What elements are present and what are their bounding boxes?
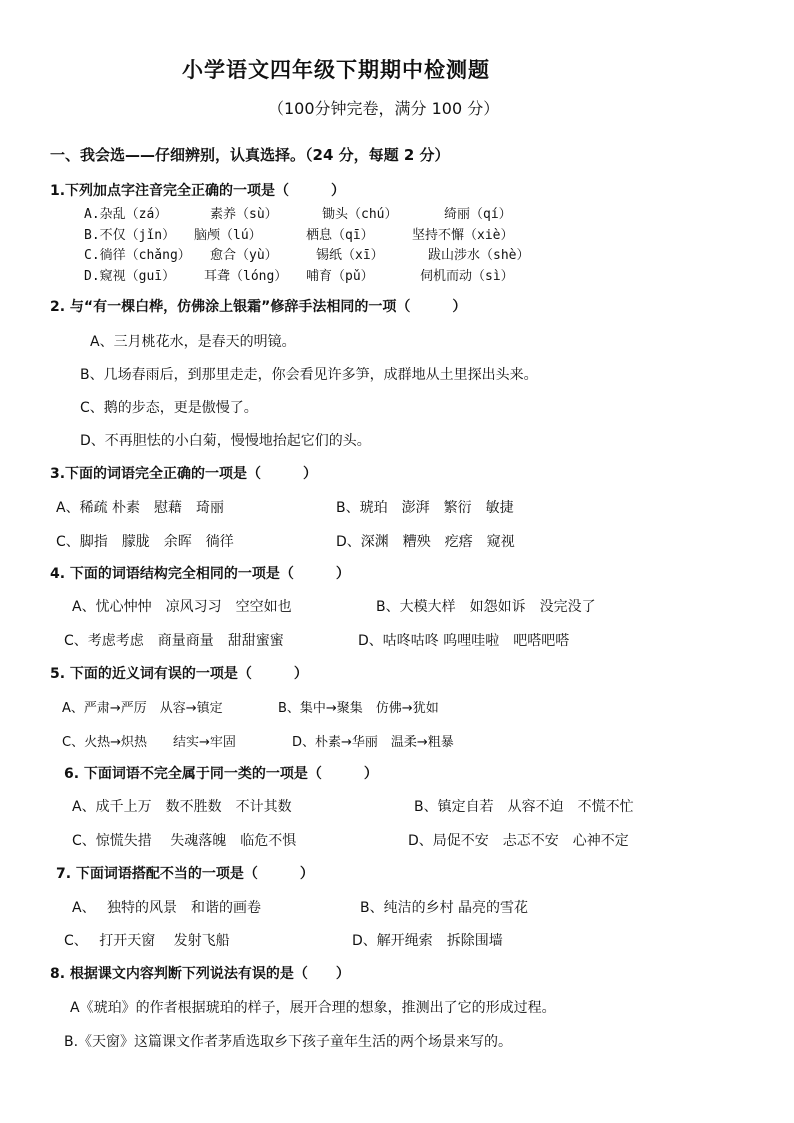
q5-option-b: B、集中→聚集 仿佛→犹如 (278, 701, 439, 716)
q5-option-a: A、严肃→严厉 从容→镇定 (62, 701, 223, 716)
q3-option-b: B、琥珀 澎湃 繁衍 敏捷 (336, 500, 514, 516)
q6-option-a: A、成千上万 数不胜数 不计其数 (72, 799, 292, 815)
question-8-stem: 8. 根据课文内容判断下列说法有误的是（ ） (50, 966, 350, 982)
q1-c-1: C.徜徉（chǎng） (84, 248, 191, 263)
q8-option-b: B.《天窗》这篇课文作者茅盾选取乡下孩子童年生活的两个场景来写的。 (64, 1034, 513, 1050)
question-6-stem: 6. 下面词语不完全属于同一类的一项是（ ） (64, 766, 378, 782)
question-3-stem: 3.下面的词语完全正确的一项是（ ） (50, 466, 318, 482)
q7-option-b: B、纯洁的乡村 晶亮的雪花 (360, 900, 529, 916)
page-title: 小学语文四年级下期期中检测题 (182, 58, 490, 82)
q8-option-a: A《琥珀》的作者根据琥珀的样子，展开合理的想象，推测出了它的形成过程。 (70, 1000, 556, 1016)
q6-option-b: B、镇定自若 从容不迫 不慌不忙 (414, 799, 634, 815)
section-heading: 一、我会选——仔细辨别，认真选择。（24 分，每题 2 分） (50, 146, 450, 164)
q1-a-2: 素养（sù） (210, 207, 278, 222)
q7-option-c: C、 打开天窗 发射飞船 (64, 933, 230, 949)
q1-c-4: 跋山涉水（shè） (428, 248, 530, 263)
q1-c-2: 愈合（yù） (210, 248, 278, 263)
question-4-stem: 4. 下面的词语结构完全相同的一项是（ ） (50, 566, 350, 582)
q1-b-3: 栖息（qī） (306, 228, 374, 243)
question-5-stem: 5. 下面的近义词有误的一项是（ ） (50, 666, 308, 682)
q2-option-d: D、不再胆怯的小白菊，慢慢地抬起它们的头。 (80, 433, 371, 449)
q5-option-c: C、火热→炽热 结实→牢固 (62, 735, 236, 750)
q4-option-c: C、考虑考虑 商量商量 甜甜蜜蜜 (64, 633, 284, 649)
q5-option-d: D、朴素→华丽 温柔→粗暴 (292, 735, 454, 750)
q6-option-c: C、惊慌失措 失魂落魄 临危不惧 (72, 833, 297, 849)
q2-option-a: A、三月桃花水，是春天的明镜。 (90, 334, 296, 350)
q1-b-4: 坚持不懈（xiè） (412, 228, 514, 243)
q1-b-2: 脑颅（lú） (194, 228, 262, 243)
q1-a-4: 绮丽（qí） (444, 207, 512, 222)
q7-option-a: A、 独特的风景 和谐的画卷 (72, 900, 262, 916)
q1-d-1: D.窥视（guī） (84, 269, 176, 284)
q4-option-d: D、咕咚咕咚 呜哩哇啦 吧嗒吧嗒 (358, 633, 570, 649)
q7-option-d: D、解开绳索 拆除围墙 (352, 933, 503, 949)
q6-option-d: D、局促不安 忐忑不安 心神不定 (408, 833, 629, 849)
q1-b-1: B.不仅（jǐn） (84, 228, 176, 243)
q1-c-3: 锡纸（xī） (316, 248, 384, 263)
q3-option-a: A、稀疏 朴素 慰藉 琦丽 (56, 500, 225, 516)
q3-option-c: C、脚指 朦胧 余晖 徜徉 (56, 534, 234, 550)
q1-d-2: 耳聋（lóng） (204, 269, 288, 284)
q1-d-3: 哺育（pǔ） (306, 269, 374, 284)
q3-option-d: D、深渊 糟殃 疙瘩 窥视 (336, 534, 515, 550)
q1-a-1: A.杂乱（zá） (84, 207, 168, 222)
q1-a-3: 锄头（chú） (322, 207, 398, 222)
page-subtitle: （100分钟完卷，满分 100 分） (268, 99, 500, 118)
question-1-stem: 1.下列加点字注音完全正确的一项是（ ） (50, 183, 346, 199)
q4-option-b: B、大模大样 如怨如诉 没完没了 (376, 599, 596, 615)
q4-option-a: A、忧心忡忡 凉风习习 空空如也 (72, 599, 292, 615)
question-2-stem: 2. 与“有一棵白桦，仿佛涂上银霜”修辞手法相同的一项（ ） (50, 299, 467, 315)
q1-d-4: 伺机而动（sì） (420, 269, 514, 284)
q2-option-b: B、几场春雨后，到那里走走，你会看见许多笋，成群地从土里探出头来。 (80, 367, 538, 383)
q2-option-c: C、鹅的步态，更是傲慢了。 (80, 400, 258, 416)
question-7-stem: 7. 下面词语搭配不当的一项是（ ） (56, 866, 314, 882)
